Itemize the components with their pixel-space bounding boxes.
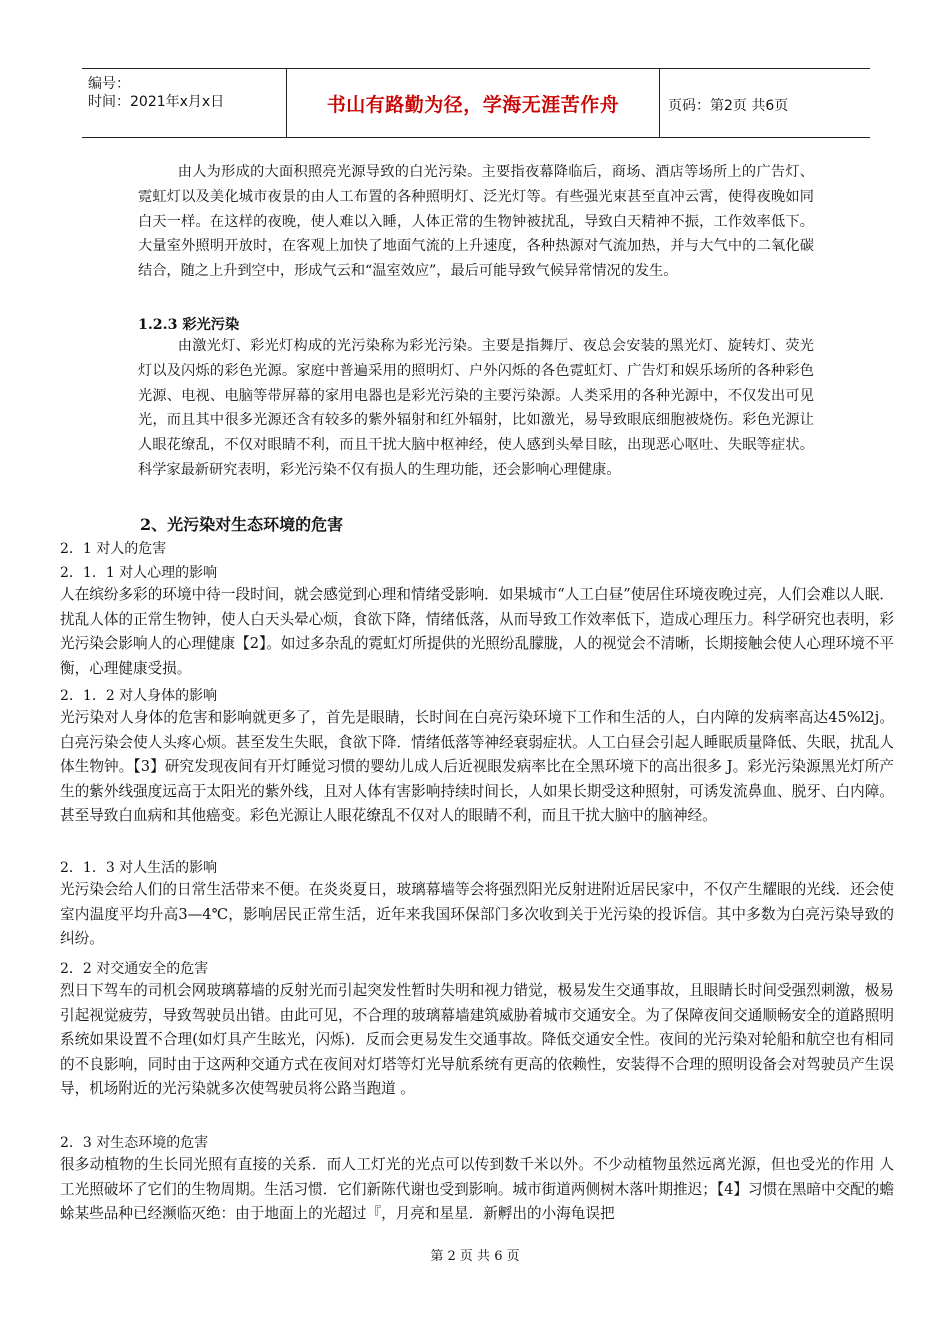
section-title-2: 2、光污染对生态环境的危害 (140, 515, 344, 534)
paragraph-2-2: 烈日下驾车的司机会网玻璃幕墙的反射光而引起突发性暂时失明和视力错觉，极易发生交通事故，且眼睛长时间受强烈刺激，极易引起视觉疲劳，导致驾驶员出错。由此可见，不合理的玻璃幕墙建筑威胁着城市交通安全。为了保障夜间交通顺畅安全的道路照明系统如果设置不合理(如灯具产生眩光，闪烁)．反而会更易发生交通事故。降低交通安全性。夜间的光污染对轮船和航空也有相同的不良影响，同时由于这两种交通方式在夜间对灯塔等灯光导航系统有更高的依赖性，安装得不合理的照明设备会对驾驶员产生误导，机场附近的光污染就多次使驾驶员将公路当跑道 。 (60, 982, 894, 1098)
heading-2-1-2: 2．1．2 对人身体的影响 (60, 688, 218, 704)
heading-2-1: 2．1 对人的危害 (60, 541, 167, 557)
document-number-label: 编号： (88, 76, 130, 92)
paragraph-2-1-3: 光污染会给人们的日常生活带来不便。在炎炎夏日，玻璃幕墙等会将强烈阳光反射进附近居民家中，不仅产生耀眼的光线．还会使室内温度平均升高3—4℃，影响居民正常生活，近年来我国环保部门多次收到关于光污染的投诉信。其中多数为白亮污染导致的纠纷。 (60, 881, 894, 948)
heading-2-3: 2．3 对生态环境的危害 (60, 1135, 209, 1151)
paragraph-2-3: 很多动植物的生长同光照有直接的关系．而人工灯光的光点可以传到数千米以外。不少动植物虽然远离光源，但也受光的作用 人工光照破坏了它们的生物周期。生活习惯．它们新陈代谢也受到影响。城市街道两侧树木落叶期推迟；【4】习惯在黑暗中交配的蟾蜍某些品种已经濒临灭绝：由于地面上的光超过『，月亮和星星．新孵出的小海龟误把 (60, 1156, 894, 1223)
paragraph-2-1-2: 光污染对人身体的危害和影响就更多了，首先是眼睛，长时间在白亮污染环境下工作和生活的人，白内障的发病率高达45%l2j。白亮污染会使人头疼心烦。甚至发生失眠，食欲下降．情绪低落等神经衰弱症状。人工白昼会引起人睡眠质量降低、失眠，扰乱人体生物钟。【3】研究发现夜间有开灯睡觉习惯的婴幼儿成人后近视眼发病率比在全黑环境下的高出很多 J。彩光污染源黑光灯所产生的紫外线强度远高于太阳光的紫外线，且对人体有害影响持续时间长，人如果长期受这种照射，可诱发流鼻血、脱牙、白内障。甚至导致白血病和其他癌变。彩色光源让人眼花缭乱不仅对人的眼睛不利，而且干扰大脑中的脑神经。 (60, 709, 894, 825)
subsection-title-123: 1.2.3 彩光污染 (138, 317, 240, 333)
paragraph-2-1-1-block (60, 583, 894, 681)
paragraph-2-1-3-block (60, 878, 894, 952)
colored-light-paragraph: 由激光灯、彩光灯构成的光污染称为彩光污染。主要是指舞厅、夜总会安装的黑光灯、旋转灯、荧光灯以及闪烁的彩色光源。家庭中普遍采用的照明灯、户外闪烁的各色霓虹灯、广告灯和娱乐场所的各种彩色光源、电视、电脑等带屏幕的家用电器也是彩光污染的主要污染源。人类采用的各种光源中，不仅发出可见光，而且其中很多光源还含有较多的紫外辐射和红外辐射，比如激光，易导致眼底细胞被烧伤。彩色光源让人眼花缭乱，不仅对眼睛不利，而且干扰大脑中枢神经，使人感到头晕目眩，出现恶心呕吐、失眠等症状。科学家最新研究表明，彩光污染不仅有损人的生理功能，还会影响心理健康。 (138, 338, 814, 478)
intro-paragraph: 由人为形成的大面积照亮光源导致的白光污染。主要指夜幕降临后，商场、酒店等场所上的广告灯、霓虹灯以及美化城市夜景的由人工布置的各种照明灯、泛光灯等。有些强光束甚至直冲云霄，使得夜晚如同白天一样。在这样的夜晚，使人难以入睡，人体正常的生物钟被扰乱，导致白天精神不振，工作效率低下。大量室外照明开放时，在客观上加快了地面气流的上升速度，各种热源对气流加热，并与大气中的二氧化碳结合，随之上升到空中，形成气云和“温室效应”，最后可能导致气候异常情况的发生。 (138, 164, 814, 280)
colored-light-paragraph-block (138, 334, 814, 483)
header-table (82, 68, 870, 138)
paragraph-2-3-block (60, 1153, 894, 1227)
header-page-label: 页码：第2页 共6页 (668, 98, 789, 114)
heading-2-2: 2．2 对交通安全的危害 (60, 961, 209, 977)
header-info-cell (82, 69, 287, 137)
header-motto: 书山有路勤为径，学海无涯苦作舟 (326, 94, 620, 116)
page-footer: 第 2 页 共 6 页 (430, 1249, 520, 1264)
heading-2-1-1: 2．1．1 对人心理的影响 (60, 565, 218, 581)
paragraph-2-1-2-block (60, 706, 894, 829)
heading-2-1-3: 2．1．3 对人生活的影响 (60, 860, 218, 876)
paragraph-2-1-1: 人在缤纷多彩的环境中待一段时间，就会感觉到心理和情绪受影响．如果城市“人工白昼”使居住环境夜晚过亮，人们会难以人眠．扰乱人体的正常生物钟，使人白天头晕心烦，食欲下降，情绪低落，从而导致工作效率低下，造成心理压力。科学研究也表明，彩光污染会影响人的心理健康【2】。如过多杂乱的霓虹灯所提供的光照纷乱朦胧，人的视觉会不清晰，长期接触会使人心理环境不平衡，心理健康受损。 (60, 586, 894, 677)
document-date-label: 时间：2021年x月x日 (88, 94, 225, 110)
paragraph-2-2-block (60, 979, 894, 1102)
intro-paragraph-block (138, 160, 814, 284)
header-motto-cell (287, 69, 660, 137)
